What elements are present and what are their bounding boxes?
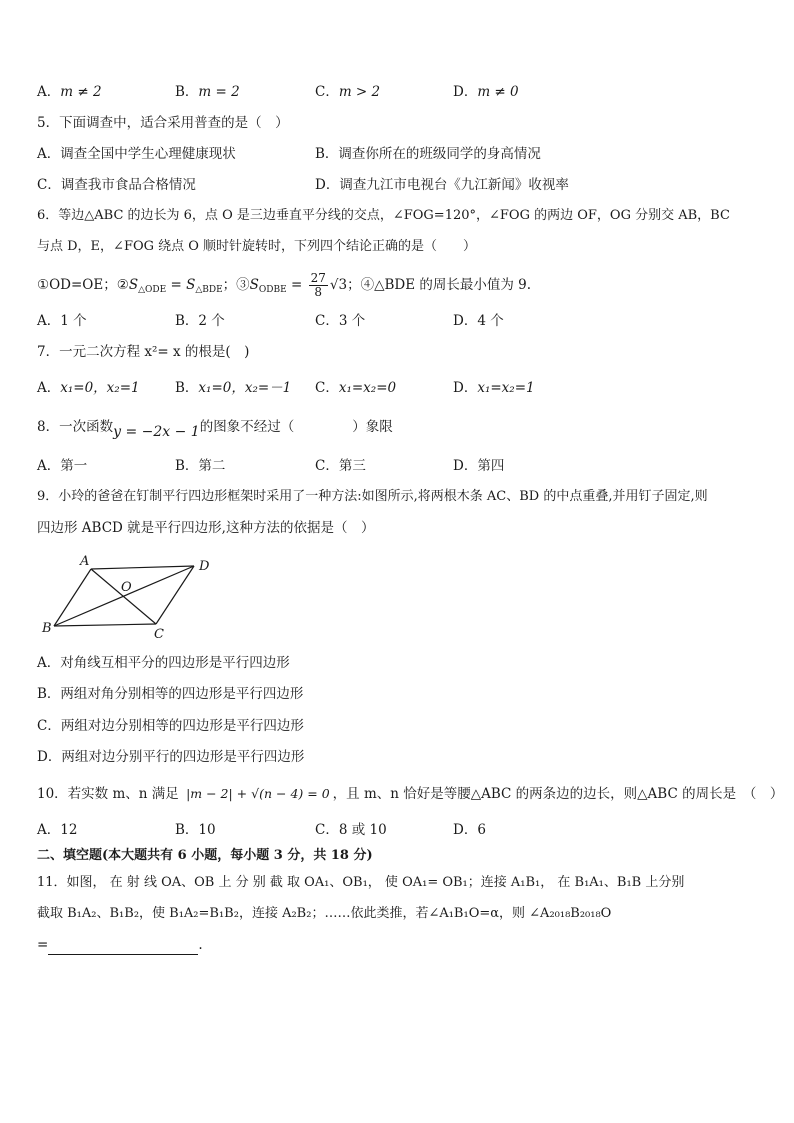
q10-option-a: A．12 (37, 822, 78, 838)
q11-stem-line1: 11．如图， 在 射 线 OA、OB 上 分 别 截 取 OA₁、OB₁， 使 OA₁= OB₁；连接 A₁B₁， 在 B₁A₁、B₁B 上分别 (37, 875, 685, 890)
label-d: D (199, 559, 210, 574)
q6-option-d: D．4 个 (453, 313, 504, 329)
q9-option-a: A．对角线互相平分的四边形是平行四边形 (37, 655, 290, 671)
q9-stem-line2: 四边形 ABCD 就是平行四边形,这种方法的依据是（ ） (37, 520, 375, 536)
q4-option-b: B．m = 2 (175, 84, 240, 100)
q7-option-c: C．x₁=x₂=0 (315, 380, 397, 396)
q7-option-a: A．x₁=0，x₂=1 (37, 380, 140, 396)
q5-stem: 5．下面调查中，适合采用普查的是（ ） (37, 115, 289, 131)
label-o: O (121, 580, 132, 595)
label-c: C (154, 627, 164, 642)
q9-stem-line1: 9．小玲的爸爸在钉制平行四边形框架时采用了一种方法:如图所示,将两根木条 AC、BD 的中点重叠,并用钉子固定,则 (37, 489, 708, 504)
q5-option-c: C．调查我市食品合格情况 (37, 177, 196, 193)
q5-option-d: D．调查九江市电视台《九江新闻》收视率 (315, 177, 569, 193)
label-a: A (80, 554, 90, 569)
q6-option-a: A．1 个 (37, 313, 87, 329)
q10-option-b: B．10 (175, 822, 216, 838)
q9-option-b: B．两组对角分别相等的四边形是平行四边形 (37, 686, 304, 702)
fraction-27-8: $\frac{27}{8}$ (310, 271, 326, 299)
q7-stem: 7．一元二次方程 x²= x 的根是( ) (37, 344, 250, 360)
parallelogram-figure (36, 552, 226, 644)
q10-stem: 10．若实数 m、n 满足 |m − 2| + √(n − 4) = 0 ，且 m、n 恰好是等腰△ABC 的两条边的边长，则△ABC 的周长是 （ ） (37, 786, 784, 802)
q4-option-c: C．m > 2 (315, 84, 381, 100)
side-ad (91, 566, 194, 569)
side-bc (54, 624, 156, 626)
q7-option-b: B．x₁=0，x₂=－1 (175, 380, 292, 396)
q7-option-d: D．x₁=x₂=1 (453, 380, 535, 396)
q8-option-b: B．第二 (175, 458, 226, 474)
q6-option-c: C．3 个 (315, 313, 366, 329)
q4-option-d: D．m ≠ 0 (453, 84, 519, 100)
q9-option-c: C．两组对边分别相等的四边形是平行四边形 (37, 718, 304, 734)
q6-stem-line1: 6．等边△ABC 的边长为 6，点 O 是三边垂直平分线的交点，∠FOG=120°，∠FOG 的两边 OF，OG 分别交 AB，BC (37, 208, 730, 223)
label-b: B (42, 621, 52, 636)
q8-option-d: D．第四 (453, 458, 505, 474)
q8-option-a: A．第一 (37, 458, 88, 474)
q6-option-b: B．2 个 (175, 313, 225, 329)
q8-option-c: C．第三 (315, 458, 366, 474)
q4-option-a: A．m ≠ 2 (37, 84, 102, 100)
q8-stem: 8．一次函数y = −2x − 1的图象不经过（ ）象限 (37, 419, 393, 440)
q5-option-b: B．调查你所在的班级同学的身高情况 (315, 146, 541, 162)
q10-option-c: C．8 或 10 (315, 822, 387, 838)
q10-option-d: D．6 (453, 822, 486, 838)
answer-blank[interactable] (48, 940, 198, 955)
q6-stem-line2: 与点 D，E，∠FOG 绕点 O 顺时针旋转时，下列四个结论正确的是（ ） (37, 239, 477, 254)
section-heading-fill-in: 二、填空题(本大题共有 6 小题，每小题 3 分，共 18 分) (37, 848, 373, 863)
diagonal-bd (54, 566, 194, 626)
q11-answer-line: = . (37, 937, 203, 953)
q5-option-a: A．调查全国中学生心理健康现状 (37, 146, 236, 162)
q11-stem-line2: 截取 B₁A₂、B₁B₂，使 B₁A₂=B₁B₂，连接 A₂B₂；……依此类推，若∠A₁B₁O=α，则 ∠A₂₀₁₈B₂₀₁₈O (37, 906, 612, 921)
q6-conclusions: ①OD=OE；$②S_{\triangle ODE} = S_{\triangle BDE}$；$③S_{ODBE}$ = $\frac{27}{8}$ √3；④△BDE 的周长最小值为 9. (37, 271, 532, 299)
q9-option-d: D．两组对边分别平行的四边形是平行四边形 (37, 749, 305, 765)
